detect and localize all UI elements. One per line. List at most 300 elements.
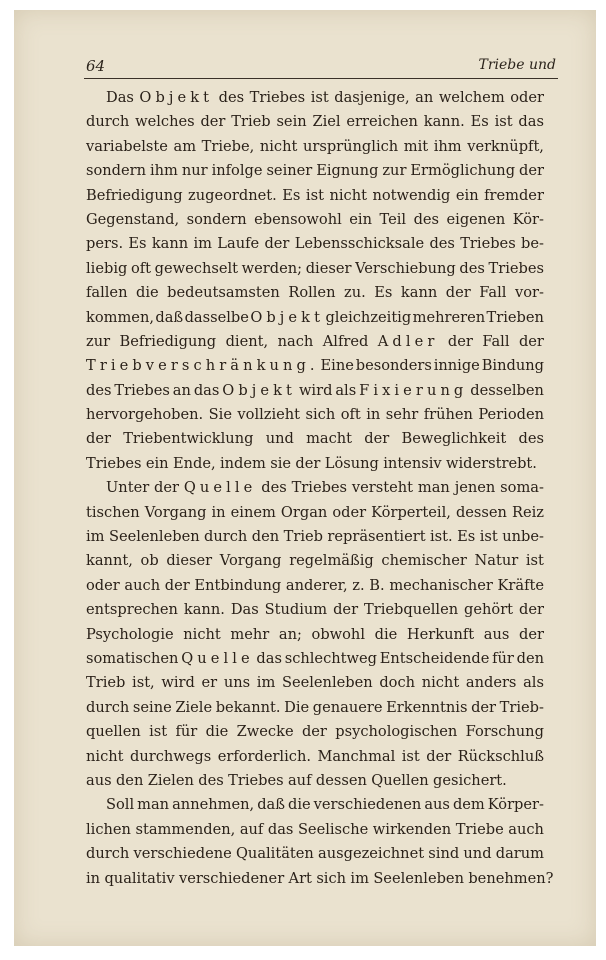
word: der <box>164 576 190 594</box>
word: Triebe <box>455 820 504 838</box>
word: repräsentiert <box>327 528 426 546</box>
text-line <box>86 818 544 842</box>
word: lichen <box>86 820 131 838</box>
word: auf <box>287 771 312 789</box>
word: dessen <box>315 771 367 789</box>
word: kann <box>400 284 438 302</box>
word: unbe- <box>502 528 544 546</box>
word: Natur <box>474 552 519 570</box>
text-line <box>86 574 544 598</box>
word: der <box>295 454 321 472</box>
word: kannt, <box>86 552 133 570</box>
word: verschiedene <box>133 845 232 863</box>
word: sondern <box>86 162 147 180</box>
word: be- <box>520 235 544 253</box>
word: im <box>350 869 369 887</box>
text-line <box>86 354 544 378</box>
word: Eine <box>320 357 354 375</box>
word: Trieb <box>283 528 323 546</box>
word: ihm <box>433 137 462 155</box>
word: macht <box>306 430 353 448</box>
word: Körperteil, <box>371 503 451 521</box>
word: notwendig <box>372 186 451 204</box>
text-line <box>86 598 544 622</box>
word: der <box>200 113 226 131</box>
word: mit <box>403 137 429 155</box>
paragraph <box>86 793 554 891</box>
word: ist. <box>430 528 453 546</box>
word: B. <box>369 576 385 594</box>
word: für <box>175 723 198 741</box>
word: Organ <box>280 503 328 521</box>
word: bekannt. <box>215 698 281 716</box>
word: Studium <box>264 601 328 619</box>
word: versteht <box>351 479 414 497</box>
text-line <box>86 501 544 525</box>
word: Trieb- <box>499 698 544 716</box>
text-line <box>86 281 544 305</box>
word: werden; <box>241 259 303 277</box>
text-line <box>86 159 544 183</box>
word: Quelle <box>181 649 254 667</box>
word: des <box>86 381 112 399</box>
text-line <box>86 427 544 451</box>
running-head: Triebe und <box>478 57 556 73</box>
word: der <box>154 479 180 497</box>
word: wird <box>161 674 195 692</box>
word: Seelenleben <box>373 869 464 887</box>
word: durch <box>204 528 248 546</box>
word: anderer, <box>285 576 348 594</box>
word: sie <box>270 454 292 472</box>
word: Quellen <box>371 771 429 789</box>
word: somatischen <box>86 649 179 667</box>
word: Triebentwicklung <box>123 430 254 448</box>
word: Vorgang <box>144 503 207 521</box>
word: aus <box>86 771 112 789</box>
word: gehört <box>464 601 514 619</box>
word: der <box>519 162 544 180</box>
word: an <box>415 89 434 106</box>
word: Körper- <box>487 796 544 814</box>
word: bedeutsamsten <box>167 284 280 302</box>
word: in <box>211 503 226 521</box>
word: Herkunft <box>406 625 475 643</box>
word: nach <box>277 332 314 350</box>
text-line <box>86 745 544 769</box>
word: die <box>374 625 398 643</box>
word: Adler <box>377 332 439 350</box>
word: des <box>218 89 245 106</box>
text-line <box>86 110 544 134</box>
word: Lösung <box>324 454 379 472</box>
word: quellen <box>86 723 141 741</box>
word: man <box>137 796 170 814</box>
word: oft <box>130 259 152 277</box>
word: nicht <box>329 186 367 204</box>
word: an; <box>278 625 302 643</box>
word: Unter <box>106 479 150 497</box>
word: des <box>413 210 440 228</box>
word: Lebensschicksale <box>294 235 425 253</box>
word: der <box>333 601 359 619</box>
word: Triebes <box>249 89 306 106</box>
word: qualitativ <box>104 869 175 887</box>
word: z. <box>352 576 365 594</box>
word: sehr <box>385 406 419 424</box>
word: Es <box>470 113 489 131</box>
word: Manchmal <box>317 747 396 765</box>
word: auch <box>508 820 544 838</box>
word: in <box>366 406 381 424</box>
word: widerstrebt. <box>446 454 537 472</box>
text-line <box>86 842 544 866</box>
word: mehr <box>230 625 270 643</box>
word: nicht <box>183 625 221 643</box>
word: Seelenleben <box>281 674 373 692</box>
word: benehmen? <box>468 869 554 887</box>
word: desselben <box>470 381 544 399</box>
word: Sie <box>208 406 232 424</box>
word: Triebes <box>114 381 170 399</box>
word: dessen <box>455 503 507 521</box>
word: Das <box>230 601 259 619</box>
word: eigenen <box>446 210 506 228</box>
word: als <box>335 381 357 399</box>
word: Befriedigung <box>86 186 183 204</box>
word: uns <box>223 674 251 692</box>
word: variabelste <box>86 137 168 155</box>
word: ein <box>349 210 372 228</box>
word: Fall <box>479 284 507 302</box>
text-line <box>86 696 544 720</box>
word: man <box>417 479 450 497</box>
word: nur <box>181 162 208 180</box>
word: kann. <box>423 113 465 131</box>
text-line <box>86 671 544 695</box>
text-line <box>86 135 544 159</box>
word: welchem <box>438 89 505 106</box>
word: Ziel <box>312 113 341 131</box>
word: erreichen <box>346 113 418 131</box>
word: Rückschluß <box>457 747 544 765</box>
word: im <box>193 235 212 253</box>
word: Ziele <box>175 698 213 716</box>
word: der <box>426 747 452 765</box>
word: daß <box>155 308 184 326</box>
word: ein <box>455 186 479 204</box>
word: Kräfte <box>497 576 544 594</box>
word: Triebes <box>488 259 544 277</box>
word: des <box>261 479 287 497</box>
word: zugeordnet. <box>188 186 277 204</box>
word: ein <box>145 454 169 472</box>
word: Perioden <box>478 406 544 424</box>
word: ist <box>401 747 420 765</box>
word: ist <box>525 552 544 570</box>
word: der <box>519 601 544 619</box>
word: für <box>492 649 514 667</box>
page-header <box>84 52 558 79</box>
word: des <box>459 259 485 277</box>
word: fremder <box>484 186 544 204</box>
word: Qualitäten <box>235 845 314 863</box>
word: gleichzeitig <box>325 308 412 326</box>
word: im <box>256 674 276 692</box>
word: Es <box>457 528 476 546</box>
word: der <box>264 235 290 253</box>
word: den <box>251 528 280 546</box>
word: und <box>463 845 492 863</box>
text-line <box>86 232 544 256</box>
word: stammenden, <box>135 820 236 838</box>
word: die <box>136 284 159 302</box>
text-line <box>86 184 544 208</box>
word: indem <box>219 454 266 472</box>
word: ist <box>305 186 324 204</box>
word: Rollen <box>288 284 336 302</box>
word: sind <box>428 845 460 863</box>
word: auch <box>124 576 161 594</box>
text-line <box>86 452 544 476</box>
word: der <box>86 430 111 448</box>
word: oder <box>510 89 544 106</box>
word: der <box>518 332 544 350</box>
word: daß <box>257 796 285 814</box>
word: Bindung <box>481 357 544 375</box>
word: entsprechen <box>86 601 178 619</box>
text-line <box>86 476 544 500</box>
word: Triebes <box>291 479 348 497</box>
word: das <box>256 649 282 667</box>
word: ist, <box>132 674 155 692</box>
word: Entscheidende <box>379 649 490 667</box>
word: der <box>301 723 327 741</box>
word: durchwegs <box>129 747 212 765</box>
word: den <box>115 771 144 789</box>
text-line <box>86 720 544 744</box>
word: Kör- <box>512 210 544 228</box>
word: Trieben <box>486 308 544 326</box>
word: Trieb <box>86 674 126 692</box>
word: mehreren <box>412 308 486 326</box>
word: frühen <box>423 406 473 424</box>
word: im <box>86 528 105 546</box>
word: sich <box>316 869 347 887</box>
body-text <box>86 86 554 891</box>
text-line <box>86 769 544 793</box>
word: oft <box>340 406 361 424</box>
word: wirkenden <box>372 820 452 838</box>
word: der <box>519 625 544 643</box>
word: Zielen <box>147 771 194 789</box>
word: Triebe, <box>201 137 255 155</box>
word: Objekt <box>250 308 325 326</box>
text-line <box>86 525 544 549</box>
page-number: 64 <box>86 57 106 75</box>
word: chemischer <box>381 552 467 570</box>
word: oder <box>332 503 367 521</box>
word: Eignung <box>316 162 379 180</box>
word: Entbindung <box>194 576 282 594</box>
word: die <box>288 796 311 814</box>
word: Fixierung <box>359 381 468 399</box>
word: sein <box>276 113 307 131</box>
word: Art <box>288 869 312 887</box>
word: nicht <box>421 674 460 692</box>
paragraph <box>86 86 544 476</box>
word: soma- <box>500 479 544 497</box>
word: verschiedener <box>178 869 285 887</box>
word: darum <box>495 845 544 863</box>
word: dient, <box>225 332 269 350</box>
word: auf <box>239 820 264 838</box>
word: ist <box>494 113 513 131</box>
word: regelmäßig <box>289 552 374 570</box>
word: Ende, <box>172 454 216 472</box>
word: ist <box>479 528 498 546</box>
word: welches <box>135 113 195 131</box>
word: Objekt <box>139 89 214 106</box>
word: verschiedenen <box>313 796 422 814</box>
word: sondern <box>186 210 247 228</box>
word: Beweglichkeit <box>401 430 507 448</box>
word: psychologischen <box>335 723 458 741</box>
text-line <box>86 549 544 573</box>
word: innige <box>433 357 480 375</box>
word: fallen <box>86 284 128 302</box>
word: Triebes <box>228 771 284 789</box>
word: das <box>267 820 294 838</box>
word: am <box>173 137 197 155</box>
word: nicht <box>86 747 124 765</box>
word: der <box>471 698 497 716</box>
word: Soll <box>106 796 135 814</box>
word: der <box>445 284 471 302</box>
word: sich <box>305 406 336 424</box>
word: aus <box>424 796 450 814</box>
text-line <box>86 306 544 330</box>
word: anders <box>465 674 517 692</box>
word: Reiz <box>512 503 544 521</box>
text-line <box>86 403 544 427</box>
text-line <box>86 793 544 817</box>
word: kommen, <box>86 308 154 326</box>
word: Triebquellen <box>364 601 459 619</box>
word: in <box>86 869 101 887</box>
word: besonders <box>355 357 432 375</box>
text-line <box>86 647 544 671</box>
word: zu. <box>344 284 366 302</box>
word: pers. <box>86 235 124 253</box>
word: annehmen, <box>172 796 255 814</box>
word: seine <box>132 698 172 716</box>
word: ob <box>140 552 159 570</box>
word: dasselbe <box>184 308 249 326</box>
word: des <box>429 235 455 253</box>
word: Laufe <box>217 235 260 253</box>
word: und <box>265 430 294 448</box>
word: Triebes <box>86 454 142 472</box>
word: Es <box>282 186 301 204</box>
word: kann <box>151 235 189 253</box>
word: Es <box>128 235 147 253</box>
word: Ermöglichung <box>410 162 516 180</box>
word: das <box>518 113 544 131</box>
word: Erkenntnis <box>386 698 468 716</box>
word: des <box>198 771 224 789</box>
word: Seelenleben <box>108 528 200 546</box>
word: dasjenige, <box>334 89 410 106</box>
word: dieser <box>305 259 352 277</box>
word: den <box>516 649 544 667</box>
word: an <box>172 381 191 399</box>
text-line <box>86 867 554 891</box>
word: durch <box>86 113 130 131</box>
word: Trieb <box>231 113 271 131</box>
word: vor- <box>514 284 544 302</box>
word: obwohl <box>311 625 366 643</box>
word: Seelische <box>297 820 369 838</box>
word: Gegenstand, <box>86 210 180 228</box>
word: Forschung <box>465 723 544 741</box>
word: Vorgang <box>219 552 282 570</box>
word: erforderlich. <box>217 747 311 765</box>
word: Zwecke <box>236 723 294 741</box>
word: Teil <box>379 210 407 228</box>
word: Triebes <box>460 235 516 253</box>
word: gesichert. <box>432 771 507 789</box>
text-line <box>86 208 544 232</box>
word: kann. <box>183 601 225 619</box>
word: durch <box>86 698 130 716</box>
word: ebensowohl <box>254 210 342 228</box>
word: ist <box>310 89 329 106</box>
word: infolge <box>211 162 263 180</box>
word: ihm <box>149 162 178 180</box>
word: Befriedigung <box>119 332 217 350</box>
word: Das <box>106 89 134 106</box>
text-line <box>86 330 544 354</box>
word: hervorgehoben. <box>86 406 204 424</box>
word: seiner <box>266 162 313 180</box>
word: aus <box>483 625 510 643</box>
word: genauere <box>312 698 383 716</box>
word: ist <box>149 723 168 741</box>
word: des <box>518 430 544 448</box>
word: liebig <box>86 259 128 277</box>
text-line <box>86 379 544 403</box>
word: nicht <box>259 137 298 155</box>
word: Verschiebung <box>355 259 456 277</box>
word: der <box>364 430 390 448</box>
word: zur <box>86 332 111 350</box>
word: Quelle <box>183 479 257 497</box>
word: Alfred <box>322 332 369 350</box>
text-line <box>86 86 544 110</box>
word: dieser <box>166 552 213 570</box>
word: jenen <box>454 479 496 497</box>
word: zur <box>382 162 407 180</box>
word: schlechtweg <box>284 649 377 667</box>
word: verknüpft, <box>467 137 544 155</box>
word: Fall <box>482 332 510 350</box>
word: durch <box>86 845 130 863</box>
text-line <box>86 257 544 281</box>
word: das <box>193 381 220 399</box>
word: tischen <box>86 503 140 521</box>
word: der <box>447 332 473 350</box>
